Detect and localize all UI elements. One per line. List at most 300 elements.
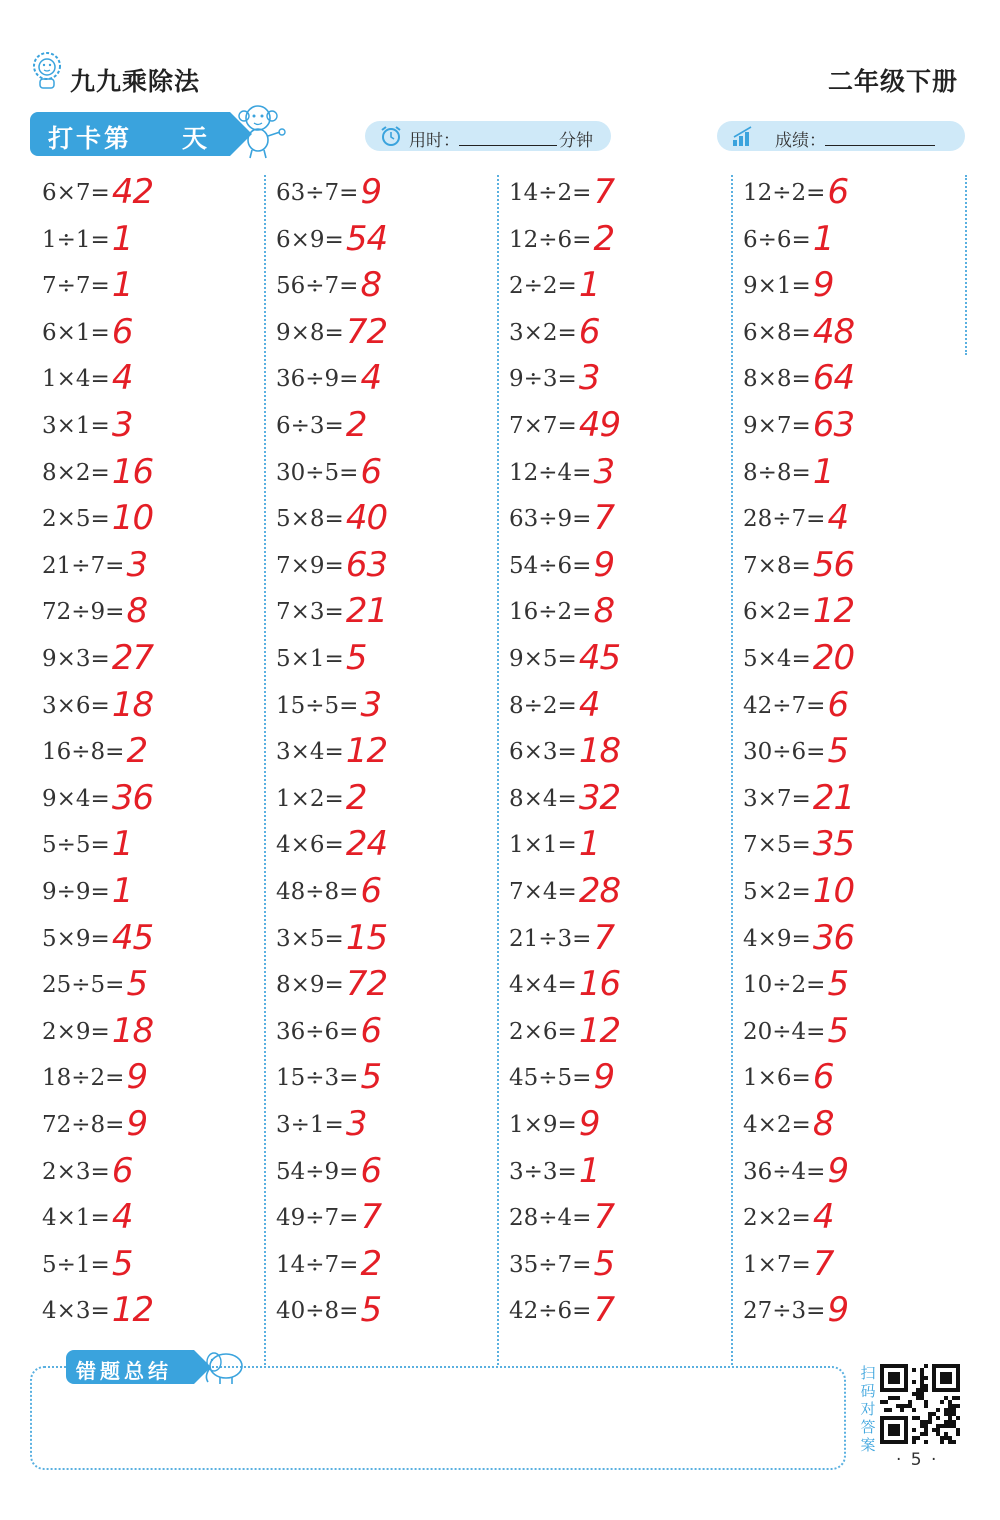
- problem-equation: 9×7=: [743, 413, 811, 439]
- problem-row: [497, 824, 727, 870]
- page-number: · 5 ·: [896, 1450, 939, 1470]
- problem-row: [264, 1104, 494, 1150]
- handwritten-answer[interactable]: 18: [111, 684, 154, 725]
- handwritten-answer[interactable]: 3: [345, 1104, 367, 1144]
- score-blank[interactable]: [825, 145, 935, 146]
- handwritten-answer[interactable]: 10: [111, 498, 154, 539]
- handwritten-answer[interactable]: 7: [593, 498, 615, 539]
- problem-row: [497, 172, 727, 218]
- handwritten-answer[interactable]: 7: [593, 917, 615, 958]
- problem-equation: 42÷6=: [509, 1298, 592, 1325]
- problem-equation: 1×9=: [509, 1112, 577, 1138]
- problem-equation: 21÷3=: [509, 925, 592, 952]
- problem-equation: 9÷3=: [509, 366, 577, 393]
- problem-row: [30, 312, 260, 358]
- problem-row: [264, 638, 494, 684]
- problem-equation: 9×3=: [42, 646, 110, 672]
- problem-row: [30, 405, 260, 451]
- problem-equation: 28÷7=: [743, 506, 826, 533]
- problem-equation: 63÷7=: [276, 180, 359, 206]
- handwritten-answer[interactable]: 1: [111, 218, 133, 259]
- problem-equation: 6×2=: [743, 599, 811, 626]
- problem-row: [497, 1104, 727, 1150]
- handwritten-answer[interactable]: 6: [111, 1150, 133, 1191]
- handwritten-answer[interactable]: 15: [345, 917, 388, 958]
- qr-code-icon[interactable]: [880, 1364, 964, 1444]
- problem-equation: 4×2=: [743, 1112, 811, 1138]
- handwritten-answer[interactable]: 7: [360, 1197, 382, 1238]
- problem-equation: 6×7=: [42, 180, 110, 206]
- problem-equation: 4×1=: [42, 1205, 110, 1232]
- handwritten-answer[interactable]: 5: [827, 731, 849, 772]
- problem-row: [731, 731, 961, 777]
- problem-equation: 4×9=: [743, 925, 811, 952]
- problem-row: [497, 778, 727, 824]
- handwritten-answer[interactable]: 21: [812, 777, 855, 818]
- problem-row: [497, 731, 727, 777]
- handwritten-answer[interactable]: 6: [827, 684, 849, 725]
- problem-equation: 8÷2=: [509, 692, 577, 719]
- problem-equation: 54÷6=: [509, 552, 592, 579]
- problem-row: [731, 452, 961, 498]
- problem-equation: 30÷5=: [276, 459, 359, 486]
- handwritten-answer[interactable]: 40: [345, 498, 388, 539]
- problem-equation: 6×1=: [42, 319, 110, 346]
- handwritten-answer[interactable]: 8: [812, 1104, 834, 1144]
- problem-row: [731, 1151, 961, 1197]
- problem-equation: 18÷2=: [42, 1065, 125, 1092]
- problem-equation: 35÷7=: [509, 1251, 592, 1278]
- problem-row: [264, 778, 494, 824]
- problem-equation: 5×1=: [276, 646, 344, 672]
- handwritten-answer[interactable]: 12: [578, 1010, 621, 1051]
- book-title: 九九乘除法: [70, 67, 201, 96]
- problem-equation: 27÷3=: [743, 1298, 826, 1325]
- handwritten-answer[interactable]: 2: [345, 777, 367, 818]
- problem-row: [731, 1057, 961, 1103]
- problem-row: [497, 1197, 727, 1243]
- problem-row: [264, 871, 494, 917]
- problem-row: [731, 219, 961, 265]
- problem-row: [264, 964, 494, 1010]
- problem-row: [30, 918, 260, 964]
- problem-row: [497, 685, 727, 731]
- problem-equation: 21÷7=: [42, 552, 125, 579]
- problem-equation: 2×6=: [509, 1018, 577, 1045]
- problem-equation: 15÷3=: [276, 1065, 359, 1092]
- problem-equation: 4×4=: [509, 972, 577, 999]
- problem-equation: 9×1=: [743, 273, 811, 300]
- problem-equation: 14÷7=: [276, 1251, 359, 1278]
- problem-row: [264, 498, 494, 544]
- problem-row: [731, 824, 961, 870]
- problem-equation: 5×9=: [42, 925, 110, 952]
- problem-row: [30, 591, 260, 637]
- problem-equation: 10÷2=: [743, 972, 826, 999]
- handwritten-answer[interactable]: 3: [360, 684, 382, 725]
- problem-equation: 16÷2=: [509, 599, 592, 626]
- checkin-label: 打卡第: [48, 124, 133, 153]
- handwritten-answer[interactable]: 12: [111, 1290, 154, 1331]
- problem-equation: 3÷1=: [276, 1112, 344, 1138]
- problem-row: [497, 219, 727, 265]
- handwritten-answer[interactable]: 1: [111, 824, 133, 865]
- problem-equation: 36÷4=: [743, 1158, 826, 1185]
- problem-equation: 42÷7=: [743, 692, 826, 719]
- problem-row: [264, 172, 494, 218]
- problem-row: [30, 638, 260, 684]
- problem-row: [264, 731, 494, 777]
- problem-equation: 2×2=: [743, 1205, 811, 1232]
- problem-row: [30, 1011, 260, 1057]
- problem-row: [264, 1057, 494, 1103]
- problem-row: [497, 918, 727, 964]
- lion-logo-icon: [30, 50, 64, 90]
- problem-equation: 12÷6=: [509, 226, 592, 253]
- problem-equation: 7×8=: [743, 552, 811, 579]
- handwritten-answer[interactable]: 36: [812, 917, 855, 958]
- handwritten-answer[interactable]: 72: [345, 964, 388, 1005]
- problem-row: [497, 1244, 727, 1290]
- handwritten-answer[interactable]: 35: [812, 824, 855, 865]
- handwritten-answer[interactable]: 5: [126, 964, 148, 1005]
- handwritten-answer[interactable]: 9: [360, 172, 382, 212]
- handwritten-answer[interactable]: 5: [827, 1010, 849, 1051]
- problem-row: [30, 731, 260, 777]
- handwritten-answer[interactable]: 27: [111, 638, 154, 678]
- problem-row: [264, 1197, 494, 1243]
- problem-row: [497, 1290, 727, 1336]
- handwritten-answer[interactable]: 16: [111, 451, 154, 492]
- handwritten-answer[interactable]: 72: [345, 311, 388, 352]
- handwritten-answer[interactable]: 21: [345, 591, 388, 632]
- problem-row: [497, 591, 727, 637]
- mistake-summary-label: 错题总结: [76, 1359, 172, 1383]
- problem-equation: 7×4=: [509, 879, 577, 905]
- handwritten-answer[interactable]: 6: [360, 871, 382, 911]
- handwritten-answer[interactable]: 2: [360, 1243, 382, 1284]
- problem-equation: 1÷1=: [42, 226, 110, 253]
- problem-equation: 40÷8=: [276, 1298, 359, 1325]
- problem-equation: 1×2=: [276, 785, 344, 812]
- handwritten-answer[interactable]: 5: [827, 964, 849, 1005]
- handwritten-answer[interactable]: 7: [593, 1290, 615, 1331]
- problem-row: [731, 1197, 961, 1243]
- problem-equation: 36÷6=: [276, 1018, 359, 1045]
- handwritten-answer[interactable]: 45: [111, 917, 154, 958]
- problem-row: [264, 219, 494, 265]
- checkin-day-suffix: 天: [182, 124, 208, 153]
- problem-equation: 9×4=: [42, 785, 110, 812]
- column-divider: [965, 175, 967, 355]
- problem-row: [30, 358, 260, 404]
- handwritten-answer[interactable]: 9: [126, 1057, 148, 1098]
- handwritten-answer[interactable]: 16: [578, 964, 621, 1005]
- problem-equation: 12÷4=: [509, 459, 592, 486]
- handwritten-answer[interactable]: 6: [360, 1150, 382, 1191]
- mistake-summary-tab: [66, 1350, 194, 1384]
- problem-equation: 3×6=: [42, 692, 110, 719]
- problem-equation: 6×8=: [743, 319, 811, 346]
- handwritten-answer[interactable]: 20: [812, 638, 855, 678]
- problem-row: [497, 312, 727, 358]
- problem-equation: 4×3=: [42, 1298, 110, 1325]
- problem-row: [731, 964, 961, 1010]
- problem-row: [30, 545, 260, 591]
- problem-row: [30, 1290, 260, 1336]
- problem-row: [497, 964, 727, 1010]
- handwritten-answer[interactable]: 1: [578, 824, 600, 865]
- problem-equation: 7×7=: [509, 413, 577, 439]
- problem-row: [731, 545, 961, 591]
- problem-row: [497, 638, 727, 684]
- problem-equation: 3÷3=: [509, 1158, 577, 1185]
- handwritten-answer[interactable]: 1: [111, 871, 133, 911]
- problem-equation: 8÷8=: [743, 459, 811, 486]
- handwritten-answer[interactable]: 9: [827, 1290, 849, 1331]
- problem-row: [30, 1151, 260, 1197]
- elephant-icon: [200, 1346, 252, 1386]
- problem-row: [731, 1244, 961, 1290]
- problem-equation: 45÷5=: [509, 1065, 592, 1092]
- problem-equation: 8×4=: [509, 785, 577, 812]
- handwritten-answer[interactable]: 4: [111, 358, 133, 399]
- handwritten-answer[interactable]: 18: [111, 1010, 154, 1051]
- problem-equation: 20÷4=: [743, 1018, 826, 1045]
- problem-equation: 63÷9=: [509, 506, 592, 533]
- problem-row: [30, 824, 260, 870]
- handwritten-answer[interactable]: 8: [593, 591, 615, 632]
- handwritten-answer[interactable]: 5: [345, 638, 367, 678]
- handwritten-answer[interactable]: 2: [126, 731, 148, 772]
- problem-row: [497, 545, 727, 591]
- handwritten-answer[interactable]: 2: [593, 218, 615, 259]
- problem-equation: 6×9=: [276, 226, 344, 253]
- problem-equation: 72÷9=: [42, 599, 125, 626]
- handwritten-answer[interactable]: 4: [827, 498, 849, 539]
- problem-equation: 14÷2=: [509, 180, 592, 206]
- problem-row: [264, 918, 494, 964]
- handwritten-answer[interactable]: 45: [578, 638, 621, 678]
- problem-row: [497, 1151, 727, 1197]
- handwritten-answer[interactable]: 12: [812, 591, 855, 632]
- handwritten-answer[interactable]: 63: [345, 544, 388, 585]
- handwritten-answer[interactable]: 18: [578, 731, 621, 772]
- problem-row: [731, 405, 961, 451]
- problem-row: [264, 405, 494, 451]
- handwritten-answer[interactable]: 12: [345, 731, 388, 772]
- problem-row: [731, 358, 961, 404]
- problem-equation: 9×5=: [509, 646, 577, 672]
- problem-equation: 56÷7=: [276, 273, 359, 300]
- problem-row: [264, 1290, 494, 1336]
- problem-equation: 1×1=: [509, 832, 577, 859]
- problem-row: [731, 1011, 961, 1057]
- handwritten-answer[interactable]: 9: [126, 1104, 148, 1144]
- problem-equation: 49÷7=: [276, 1205, 359, 1232]
- problem-equation: 6÷3=: [276, 413, 344, 439]
- problem-equation: 25÷5=: [42, 972, 125, 999]
- handwritten-answer[interactable]: 3: [578, 358, 600, 399]
- problem-row: [30, 1244, 260, 1290]
- handwritten-answer[interactable]: 3: [593, 451, 615, 492]
- problem-row: [731, 312, 961, 358]
- handwritten-answer[interactable]: 28: [578, 871, 621, 911]
- handwritten-answer[interactable]: 4: [111, 1197, 133, 1238]
- handwritten-answer[interactable]: 1: [578, 265, 600, 306]
- handwritten-answer[interactable]: 32: [578, 777, 621, 818]
- handwritten-answer[interactable]: 6: [360, 1010, 382, 1051]
- handwritten-answer[interactable]: 6: [111, 311, 133, 352]
- handwritten-answer[interactable]: 9: [812, 265, 834, 306]
- problem-equation: 2×5=: [42, 506, 110, 533]
- problem-equation: 5×2=: [743, 879, 811, 905]
- handwritten-answer[interactable]: 7: [812, 1243, 834, 1284]
- handwritten-answer[interactable]: 4: [360, 358, 382, 399]
- problem-equation: 3×2=: [509, 319, 577, 346]
- problem-equation: 72÷8=: [42, 1112, 125, 1138]
- problem-row: [30, 871, 260, 917]
- handwritten-answer[interactable]: 8: [126, 591, 148, 632]
- problem-row: [264, 452, 494, 498]
- problem-row: [731, 498, 961, 544]
- problem-row: [731, 265, 961, 311]
- problem-equation: 6÷6=: [743, 226, 811, 253]
- problem-row: [30, 778, 260, 824]
- problem-equation: 8×8=: [743, 366, 811, 393]
- handwritten-answer[interactable]: 1: [812, 218, 834, 259]
- problem-equation: 2×9=: [42, 1018, 110, 1045]
- problem-equation: 7÷7=: [42, 273, 110, 300]
- handwritten-answer[interactable]: 5: [111, 1243, 133, 1284]
- problem-equation: 3×4=: [276, 739, 344, 766]
- problem-equation: 2÷2=: [509, 273, 577, 300]
- problem-row: [264, 591, 494, 637]
- problem-row: [264, 358, 494, 404]
- problem-equation: 12÷2=: [743, 180, 826, 206]
- problem-equation: 3×5=: [276, 925, 344, 952]
- problem-row: [497, 1011, 727, 1057]
- handwritten-answer[interactable]: 6: [578, 311, 600, 352]
- problem-row: [30, 172, 260, 218]
- problem-equation: 5÷5=: [42, 832, 110, 859]
- problem-row: [731, 685, 961, 731]
- problem-equation: 5×4=: [743, 646, 811, 672]
- problem-equation: 3×7=: [743, 785, 811, 812]
- handwritten-answer[interactable]: 7: [593, 1197, 615, 1238]
- handwritten-answer[interactable]: 9: [593, 1057, 615, 1098]
- problem-row: [30, 1104, 260, 1150]
- handwritten-answer[interactable]: 9: [827, 1150, 849, 1191]
- handwritten-answer[interactable]: 63: [812, 405, 855, 445]
- problem-row: [30, 498, 260, 544]
- problem-row: [497, 452, 727, 498]
- handwritten-answer[interactable]: 56: [812, 544, 855, 585]
- handwritten-answer[interactable]: 6: [360, 451, 382, 492]
- problem-row: [264, 824, 494, 870]
- handwritten-answer[interactable]: 7: [593, 172, 615, 212]
- problem-row: [264, 545, 494, 591]
- handwritten-answer[interactable]: 6: [827, 172, 849, 212]
- handwritten-answer[interactable]: 2: [345, 405, 367, 445]
- problem-equation: 1×4=: [42, 366, 110, 393]
- problem-row: [30, 1197, 260, 1243]
- handwritten-answer[interactable]: 49: [578, 405, 621, 445]
- problem-row: [731, 871, 961, 917]
- handwritten-answer[interactable]: 1: [111, 265, 133, 306]
- problem-row: [264, 1244, 494, 1290]
- handwritten-answer[interactable]: 3: [111, 405, 133, 445]
- problem-row: [30, 1057, 260, 1103]
- handwritten-answer[interactable]: 5: [360, 1057, 382, 1098]
- score-label: 成绩：: [775, 131, 826, 151]
- problem-row: [497, 405, 727, 451]
- problem-equation: 54÷9=: [276, 1158, 359, 1185]
- handwritten-answer[interactable]: 10: [812, 871, 855, 911]
- problem-row: [497, 1057, 727, 1103]
- time-blank[interactable]: [459, 145, 557, 146]
- handwritten-answer[interactable]: 42: [111, 172, 154, 212]
- handwritten-answer[interactable]: 24: [345, 824, 388, 865]
- handwritten-answer[interactable]: 36: [111, 777, 154, 818]
- problem-equation: 36÷9=: [276, 366, 359, 393]
- problem-row: [264, 1151, 494, 1197]
- handwritten-answer[interactable]: 5: [360, 1290, 382, 1331]
- problem-equation: 15÷5=: [276, 692, 359, 719]
- handwritten-answer[interactable]: 5: [593, 1243, 615, 1284]
- problem-row: [497, 358, 727, 404]
- handwritten-answer[interactable]: 4: [812, 1197, 834, 1238]
- problem-equation: 1×7=: [743, 1251, 811, 1278]
- handwritten-answer[interactable]: 8: [360, 265, 382, 306]
- problem-row: [731, 172, 961, 218]
- problem-row: [731, 918, 961, 964]
- problem-row: [731, 638, 961, 684]
- handwritten-answer[interactable]: 64: [812, 358, 855, 399]
- problem-equation: 2×3=: [42, 1158, 110, 1185]
- problem-equation: 9÷9=: [42, 879, 110, 905]
- problem-equation: 8×2=: [42, 459, 110, 486]
- handwritten-answer[interactable]: 1: [812, 451, 834, 492]
- problem-equation: 4×6=: [276, 832, 344, 859]
- problem-equation: 48÷8=: [276, 879, 359, 905]
- handwritten-answer[interactable]: 54: [345, 218, 388, 259]
- time-unit: 分钟: [559, 131, 593, 151]
- handwritten-answer[interactable]: 1: [578, 1150, 600, 1191]
- handwritten-answer[interactable]: 3: [126, 544, 148, 585]
- problem-row: [497, 265, 727, 311]
- handwritten-answer[interactable]: 9: [578, 1104, 600, 1144]
- problem-row: [731, 778, 961, 824]
- handwritten-answer[interactable]: 4: [578, 684, 600, 725]
- checkin-tab: [30, 112, 230, 156]
- handwritten-answer[interactable]: 48: [812, 311, 855, 352]
- time-field: [365, 121, 611, 151]
- problem-equation: 16÷8=: [42, 739, 125, 766]
- problem-equation: 9×8=: [276, 319, 344, 346]
- problem-equation: 7×9=: [276, 552, 344, 579]
- monkey-icon: [232, 102, 288, 160]
- handwritten-answer[interactable]: 6: [812, 1057, 834, 1098]
- problem-equation: 5÷1=: [42, 1251, 110, 1278]
- problem-row: [264, 1011, 494, 1057]
- problem-equation: 6×3=: [509, 739, 577, 766]
- problem-row: [30, 219, 260, 265]
- problem-equation: 5×8=: [276, 506, 344, 533]
- handwritten-answer[interactable]: 9: [593, 544, 615, 585]
- time-label: 用时：: [409, 131, 460, 151]
- problem-row: [30, 452, 260, 498]
